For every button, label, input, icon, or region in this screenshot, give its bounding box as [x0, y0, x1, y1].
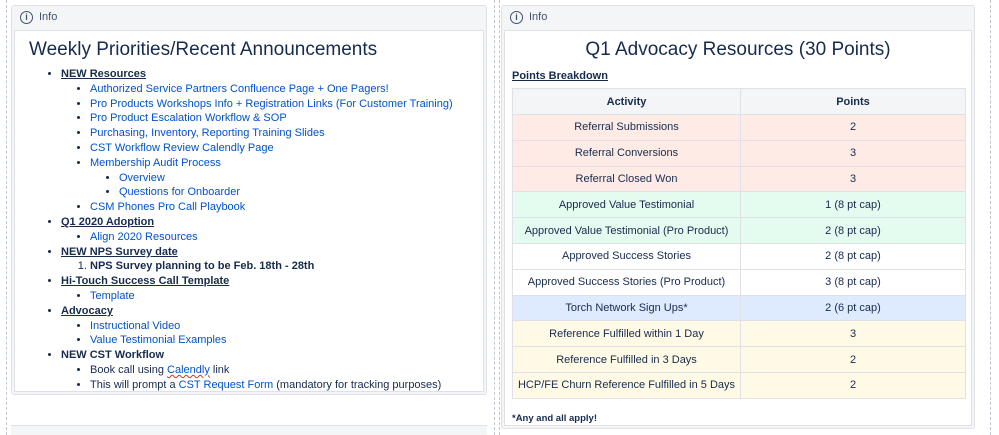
- link-calendly[interactable]: Calendly: [167, 363, 210, 376]
- list-item: [90, 230, 483, 245]
- link-align-2020[interactable]: Align 2020 Resources: [90, 230, 198, 243]
- table-row: [513, 115, 966, 141]
- table-row: [513, 347, 966, 373]
- page-title: Weekly Priorities/Recent Announcements: [29, 39, 378, 60]
- column-guide-right: [990, 0, 991, 435]
- activity-cell: Reference Fulfilled within 1 Day: [513, 321, 741, 347]
- points-breakdown-heading: Points Breakdown: [512, 70, 608, 82]
- table-row: [513, 166, 966, 192]
- points-cell: 3 (8 pt cap): [741, 269, 966, 295]
- activity-cell: HCP/FE Churn Reference Fulfilled in 5 Days: [513, 372, 741, 398]
- table-row: [513, 140, 966, 166]
- table-row: [513, 321, 966, 347]
- list-item: [90, 82, 483, 97]
- table-row: [513, 192, 966, 218]
- points-cell: 3: [741, 140, 966, 166]
- table-row: [513, 243, 966, 269]
- page-title: Q1 Advocacy Resources (30 Points): [585, 39, 891, 60]
- list-item: [61, 274, 483, 304]
- section-heading-q1-adoption: Q1 2020 Adoption: [61, 215, 155, 228]
- activity-cell: Referral Submissions: [513, 115, 741, 141]
- column-separator: [494, 0, 500, 435]
- column-header-points: Points: [741, 89, 966, 115]
- list-item: [61, 304, 483, 348]
- link-pro-escalation[interactable]: Pro Product Escalation Workflow & SOP: [90, 112, 287, 125]
- section-heading-nps-survey: NEW NPS Survey date: [61, 245, 178, 258]
- list-item: [90, 319, 483, 334]
- link-value-testimonial-examples[interactable]: Value Testimonial Examples: [90, 334, 227, 347]
- info-panel-label: Info: [39, 11, 58, 23]
- points-table: [512, 88, 966, 399]
- activity-cell: Approved Success Stories (Pro Product): [513, 269, 741, 295]
- list-item: [61, 245, 483, 275]
- list-item: [61, 215, 483, 245]
- list-item: [90, 156, 483, 200]
- points-cell: 2: [741, 115, 966, 141]
- info-panel-advocacy: [501, 5, 975, 429]
- table-header-row: [513, 89, 966, 115]
- points-cell: 3: [741, 166, 966, 192]
- table-row: [513, 269, 966, 295]
- link-template[interactable]: Template: [90, 289, 135, 302]
- activity-cell: Referral Conversions: [513, 140, 741, 166]
- link-instructional-video[interactable]: Instructional Video: [90, 319, 181, 332]
- footnote: *Any and all apply!: [512, 413, 597, 424]
- list-item: [90, 259, 483, 274]
- points-cell: 2 (8 pt cap): [741, 243, 966, 269]
- info-icon: i: [510, 11, 523, 24]
- points-cell: 2: [741, 347, 966, 373]
- activity-cell: Reference Fulfilled in 3 Days: [513, 347, 741, 373]
- section-heading-cst-workflow: NEW CST Workflow: [61, 349, 165, 362]
- list-item: [119, 171, 483, 186]
- list-item: [90, 97, 483, 112]
- link-asp-confluence[interactable]: Authorized Service Partners Confluence Page + One Pagers!: [90, 82, 389, 95]
- table-row: [513, 218, 966, 244]
- points-cell: 1 (8 pt cap): [741, 192, 966, 218]
- points-cell: 2: [741, 372, 966, 398]
- list-item: [61, 348, 483, 392]
- link-cst-workflow-calendly[interactable]: CST Workflow Review Calendly Page: [90, 141, 274, 154]
- nps-survey-dates: NPS Survey planning to be Feb. 18th - 28th: [90, 260, 315, 273]
- link-questions-onboarder[interactable]: Questions for Onboarder: [119, 186, 241, 199]
- link-pro-workshops[interactable]: Pro Products Workshops Info + Registration Links (For Customer Training): [90, 97, 453, 110]
- table-row: [513, 295, 966, 321]
- info-panel-weekly: [11, 5, 487, 395]
- list-item: [90, 378, 483, 393]
- info-panel-body: [504, 30, 972, 426]
- list-item: [90, 141, 483, 156]
- book-call-suffix: link: [209, 363, 230, 376]
- table-row: [513, 372, 966, 398]
- column-guide-left: [6, 0, 7, 435]
- activity-cell: Approved Value Testimonial: [513, 192, 741, 218]
- link-cst-request-form[interactable]: CST Request Form: [178, 378, 274, 391]
- info-panel-header: [502, 6, 974, 28]
- list-item: [90, 333, 483, 348]
- info-panel-label: Info: [529, 11, 548, 23]
- points-cell: 2 (6 pt cap): [741, 295, 966, 321]
- list-item: [61, 67, 483, 215]
- info-panel-header: [12, 6, 486, 28]
- activity-cell: Approved Value Testimonial (Pro Product): [513, 218, 741, 244]
- section-heading-advocacy: Advocacy: [61, 304, 113, 317]
- prompt-text: This will prompt a: [90, 378, 179, 391]
- list-item: [90, 126, 483, 141]
- list-item: [90, 200, 483, 215]
- column-header-activity: Activity: [513, 89, 741, 115]
- points-cell: 2 (8 pt cap): [741, 218, 966, 244]
- prompt-suffix: (mandatory for tracking purposes): [273, 378, 442, 391]
- section-heading-hi-touch: Hi-Touch Success Call Template: [61, 275, 230, 288]
- link-membership-audit[interactable]: Membership Audit Process: [90, 156, 221, 169]
- announcement-list: [61, 67, 483, 393]
- activity-cell: Referral Closed Won: [513, 166, 741, 192]
- activity-cell: Torch Network Sign Ups*: [513, 295, 741, 321]
- list-item: [90, 111, 483, 126]
- list-item: [90, 363, 483, 378]
- info-icon: i: [20, 11, 33, 24]
- link-overview[interactable]: Overview: [119, 171, 165, 184]
- activity-cell: Approved Success Stories: [513, 243, 741, 269]
- link-csm-playbook[interactable]: CSM Phones Pro Call Playbook: [90, 201, 246, 214]
- next-info-panel-left: [11, 425, 487, 435]
- list-item: [90, 289, 483, 304]
- section-heading-new-resources: NEW Resources: [61, 68, 146, 80]
- link-purchasing-training[interactable]: Purchasing, Inventory, Reporting Training Slides: [90, 127, 325, 140]
- info-panel-body: [14, 30, 484, 392]
- book-call-text: Book call using: [90, 363, 168, 376]
- list-item: [119, 185, 483, 200]
- points-cell: 3: [741, 321, 966, 347]
